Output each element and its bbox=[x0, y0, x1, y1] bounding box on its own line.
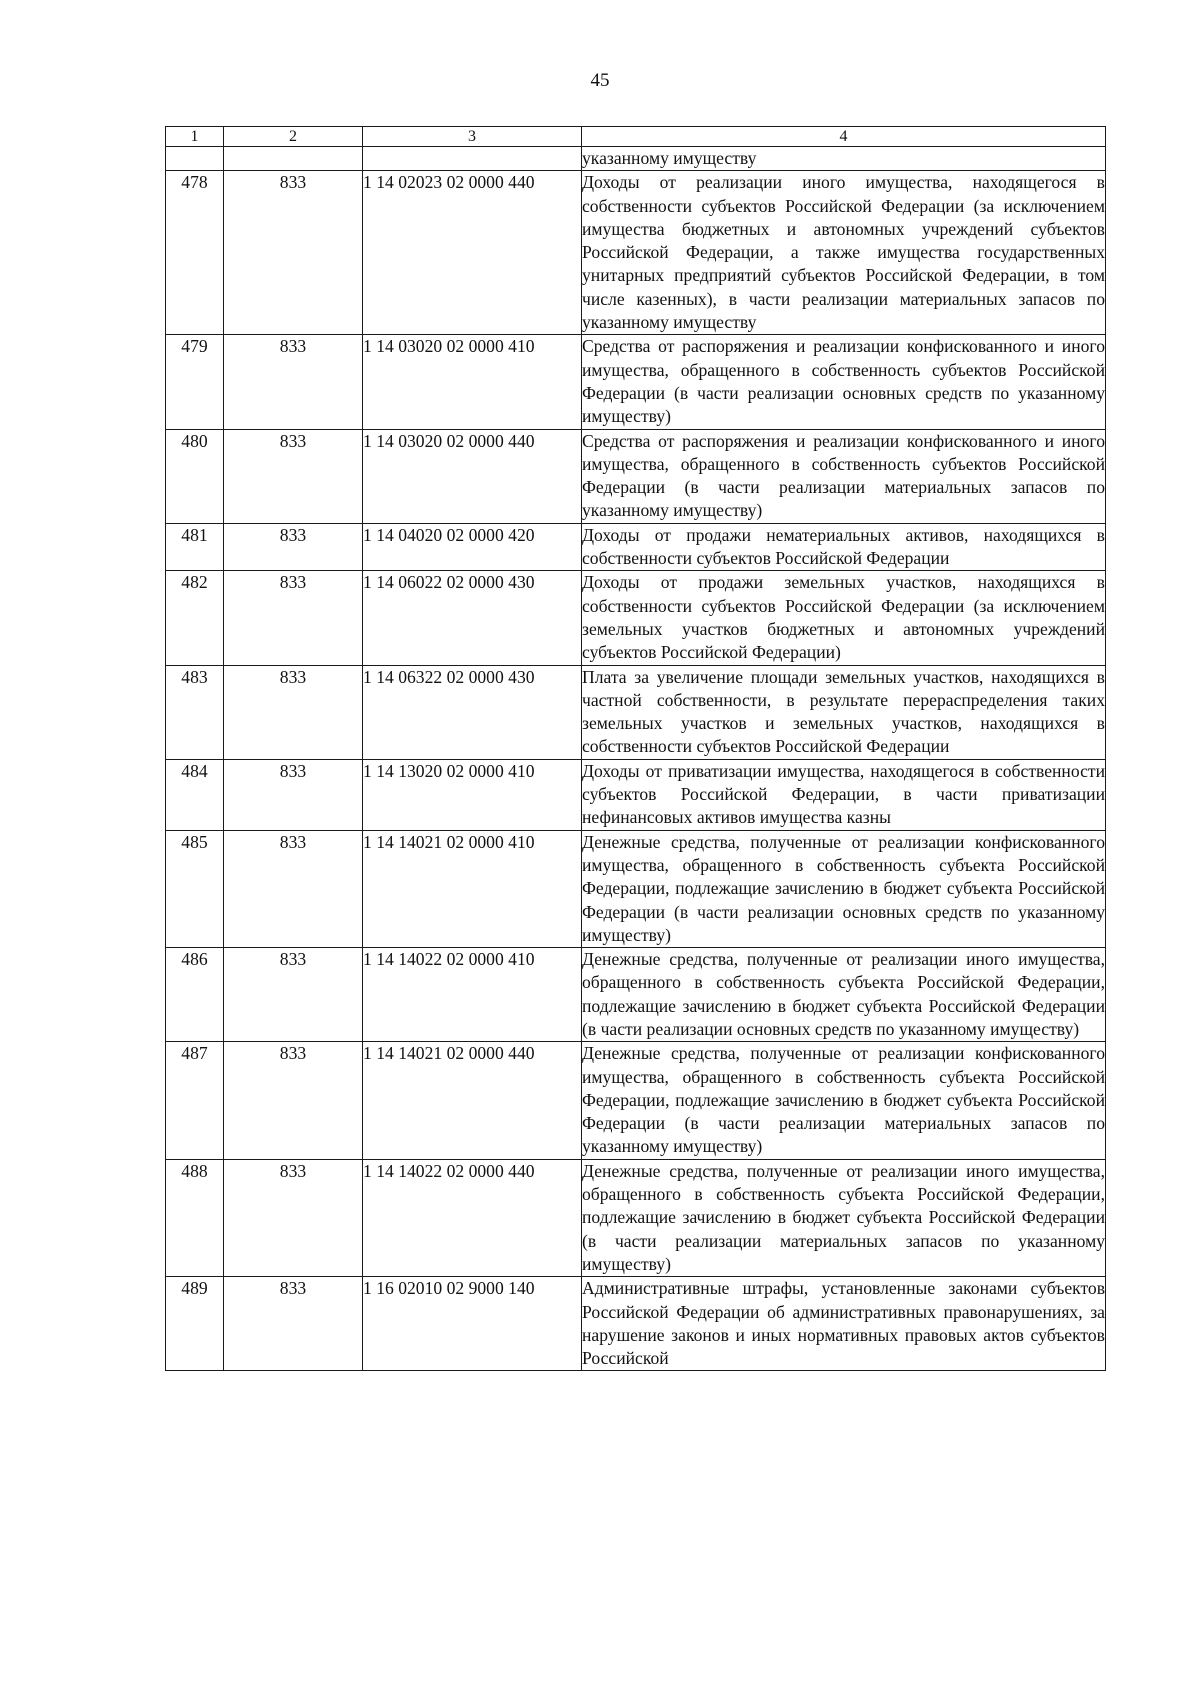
revenue-codes-table bbox=[165, 126, 1106, 1371]
table-row bbox=[166, 571, 1106, 665]
revenue-description: Доходы от реализации иного имущества, находящегося в собственности субъектов Российской Федерации (за исключением имущества бюджетных и автономных учреждений субъектов Российской Федерации, а также имущества государственных унитарных предприятий субъектов Российской Федерации, в том числе казенных), в части реализации материальных запасов по указанному имуществу bbox=[582, 171, 1106, 335]
table-row bbox=[166, 1042, 1106, 1159]
row-number: 486 bbox=[166, 948, 224, 1042]
row-number: 480 bbox=[166, 429, 224, 523]
revenue-description: Денежные средства, полученные от реализации иного имущества, обращенного в собственность субъекта Российской Федерации, подлежащие зачислению в бюджет субъекта Российской Федерации (в части реализации материальных запасов по указанному имуществу) bbox=[582, 1159, 1106, 1276]
budget-classification-code: 1 14 03020 02 0000 410 bbox=[363, 335, 582, 429]
row-number: 484 bbox=[166, 759, 224, 830]
budget-classification-code: 1 14 06022 02 0000 430 bbox=[363, 571, 582, 665]
table-row bbox=[166, 1277, 1106, 1371]
table-row bbox=[166, 665, 1106, 759]
column-header: 2 bbox=[224, 127, 363, 147]
row-number: 489 bbox=[166, 1277, 224, 1371]
administrator-code: 833 bbox=[224, 335, 363, 429]
row-number: 488 bbox=[166, 1159, 224, 1276]
budget-classification-code bbox=[363, 147, 582, 171]
budget-classification-code: 1 14 14021 02 0000 440 bbox=[363, 1042, 582, 1159]
table-row bbox=[166, 1159, 1106, 1276]
revenue-description: Средства от распоряжения и реализации конфискованного и иного имущества, обращенного в собственность субъектов Российской Федерации (в части реализации основных средств по указанному имуществу) bbox=[582, 335, 1106, 429]
revenue-description: Денежные средства, полученные от реализации конфискованного имущества, обращенного в собственность субъекта Российской Федерации, подлежащие зачислению в бюджет субъекта Российской Федерации (в части реализации материальных запасов по указанному имуществу) bbox=[582, 1042, 1106, 1159]
administrator-code: 833 bbox=[224, 1042, 363, 1159]
row-number: 485 bbox=[166, 830, 224, 947]
administrator-code: 833 bbox=[224, 429, 363, 523]
revenue-description: Денежные средства, полученные от реализации конфискованного имущества, обращенного в собственность субъекта Российской Федерации, подлежащие зачислению в бюджет субъекта Российской Федерации (в части реализации основных средств по указанному имуществу) bbox=[582, 830, 1106, 947]
column-header: 1 bbox=[166, 127, 224, 147]
table-row bbox=[166, 429, 1106, 523]
row-number bbox=[166, 147, 224, 171]
column-header: 3 bbox=[363, 127, 582, 147]
revenue-description: Доходы от продажи нематериальных активов, находящихся в собственности субъектов Российской Федерации bbox=[582, 523, 1106, 571]
administrator-code: 833 bbox=[224, 571, 363, 665]
administrator-code: 833 bbox=[224, 523, 363, 571]
row-number: 478 bbox=[166, 171, 224, 335]
revenue-description: Доходы от приватизации имущества, находящегося в собственности субъектов Российской Федерации, в части приватизации нефинансовых активов имущества казны bbox=[582, 759, 1106, 830]
budget-classification-code: 1 16 02010 02 9000 140 bbox=[363, 1277, 582, 1371]
table-row bbox=[166, 948, 1106, 1042]
row-number: 483 bbox=[166, 665, 224, 759]
table-body bbox=[166, 147, 1106, 1371]
budget-classification-code: 1 14 02023 02 0000 440 bbox=[363, 171, 582, 335]
table-row bbox=[166, 759, 1106, 830]
table-row bbox=[166, 171, 1106, 335]
table-row bbox=[166, 523, 1106, 571]
revenue-description: Административные штрафы, установленные законами субъектов Российской Федерации об административных правонарушениях, за нарушение законов и иных нормативных правовых актов субъектов Российской bbox=[582, 1277, 1106, 1371]
table-row bbox=[166, 830, 1106, 947]
table-row bbox=[166, 147, 1106, 171]
revenue-description: Денежные средства, полученные от реализации иного имущества, обращенного в собственность субъекта Российской Федерации, подлежащие зачислению в бюджет субъекта Российской Федерации (в части реализации основных средств по указанному имуществу) bbox=[582, 948, 1106, 1042]
table-row bbox=[166, 335, 1106, 429]
budget-classification-code: 1 14 06322 02 0000 430 bbox=[363, 665, 582, 759]
page-number: 45 bbox=[590, 70, 610, 91]
budget-classification-code: 1 14 04020 02 0000 420 bbox=[363, 523, 582, 571]
budget-classification-code: 1 14 14021 02 0000 410 bbox=[363, 830, 582, 947]
budget-classification-code: 1 14 13020 02 0000 410 bbox=[363, 759, 582, 830]
budget-classification-code: 1 14 14022 02 0000 440 bbox=[363, 1159, 582, 1276]
revenue-description: Плата за увеличение площади земельных участков, находящихся в частной собственности, в результате перераспределения таких земельных участков и земельных участков, находящихся в собственности субъектов Российской Федерации bbox=[582, 665, 1106, 759]
administrator-code bbox=[224, 147, 363, 171]
administrator-code: 833 bbox=[224, 759, 363, 830]
row-number: 487 bbox=[166, 1042, 224, 1159]
administrator-code: 833 bbox=[224, 665, 363, 759]
administrator-code: 833 bbox=[224, 1277, 363, 1371]
administrator-code: 833 bbox=[224, 830, 363, 947]
revenue-description: указанному имуществу bbox=[582, 147, 1106, 171]
administrator-code: 833 bbox=[224, 171, 363, 335]
row-number: 482 bbox=[166, 571, 224, 665]
budget-classification-code: 1 14 14022 02 0000 410 bbox=[363, 948, 582, 1042]
budget-classification-code: 1 14 03020 02 0000 440 bbox=[363, 429, 582, 523]
administrator-code: 833 bbox=[224, 948, 363, 1042]
column-header: 4 bbox=[582, 127, 1106, 147]
row-number: 481 bbox=[166, 523, 224, 571]
table-header-row bbox=[166, 127, 1106, 147]
administrator-code: 833 bbox=[224, 1159, 363, 1276]
row-number: 479 bbox=[166, 335, 224, 429]
revenue-description: Средства от распоряжения и реализации конфискованного и иного имущества, обращенного в собственность субъектов Российской Федерации (в части реализации материальных запасов по указанному имуществу) bbox=[582, 429, 1106, 523]
revenue-description: Доходы от продажи земельных участков, находящихся в собственности субъектов Российской Федерации (за исключением земельных участков бюджетных и автономных учреждений субъектов Российской Федерации) bbox=[582, 571, 1106, 665]
